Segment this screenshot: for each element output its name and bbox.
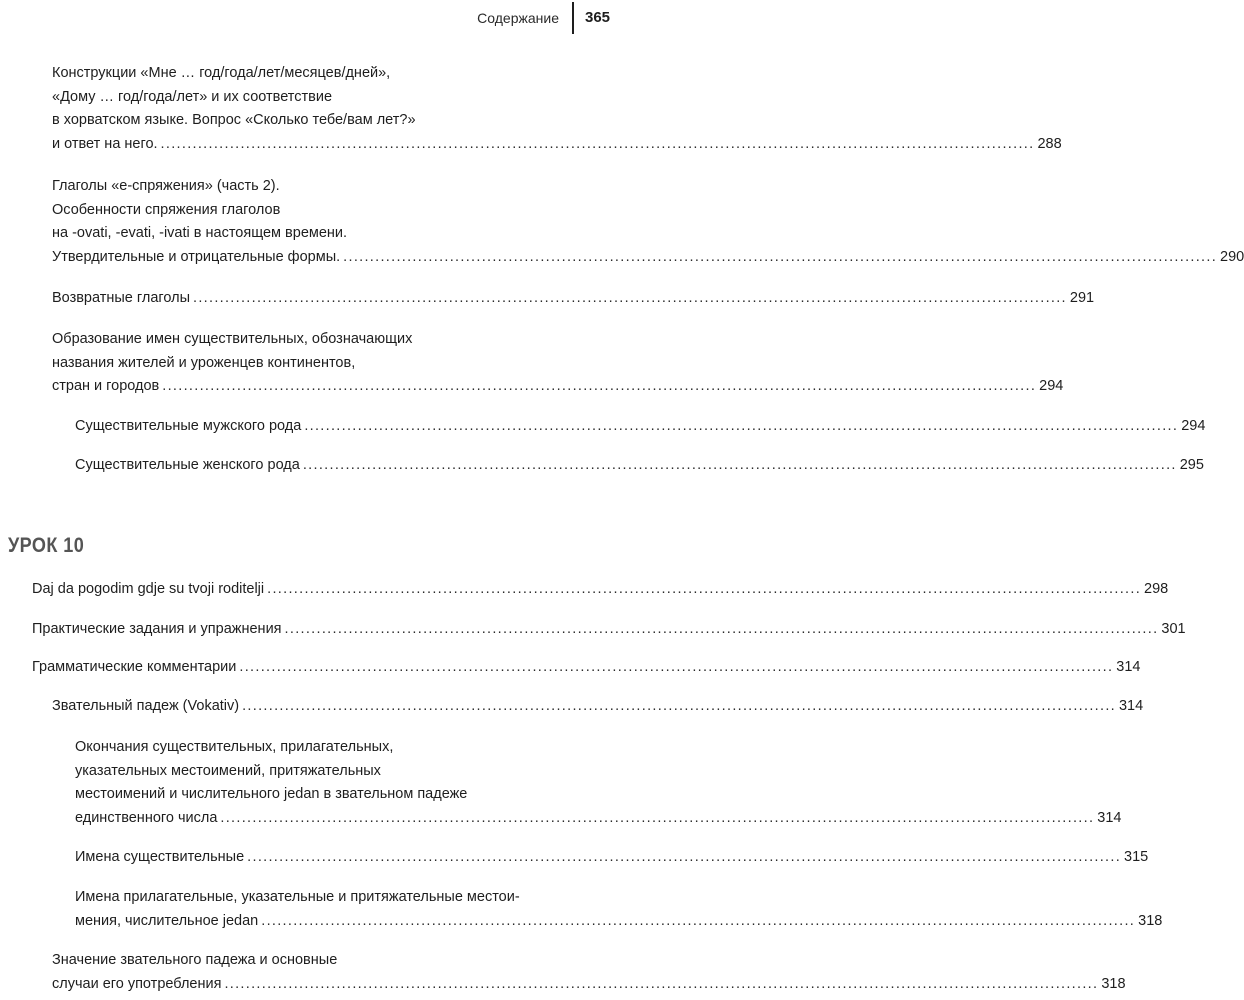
toc-entry-title: единственного числа (75, 809, 218, 826)
toc-entry-line: «Дому … год/года/лет» и их соответствие (52, 88, 333, 105)
toc-page-number: 301 (1161, 621, 1186, 637)
dot-leader: .................................................................................................................................................................... (239, 659, 1114, 675)
toc-entry[interactable] (75, 454, 1204, 478)
dot-leader: .................................................................................................................................................................... (304, 418, 1179, 434)
toc-entry-title: Возвратные глаголы (52, 290, 190, 306)
toc-entry-title: Практические задания и упражнения (32, 621, 282, 637)
toc-entry-line: местоимений и числительного jedan в звательном падеже (75, 786, 468, 802)
toc-entry-line: в хорватском языке. Вопрос «Сколько тебе/вам лет?» (52, 112, 416, 128)
toc-entry-line: Конструкции «Мне … год/года/лет/месяцев/дней», (52, 65, 391, 81)
lesson-heading: УРОК 10 (8, 534, 85, 557)
toc-entry-title: Звательный падеж (Vokativ) (52, 698, 240, 714)
toc-page-number: 314 (1097, 809, 1122, 826)
toc-entry-title: случаи его употребления (52, 975, 222, 992)
toc-entry[interactable] (75, 846, 1149, 870)
running-head-divider (572, 2, 574, 34)
toc-entry[interactable] (52, 287, 1095, 311)
toc-entry[interactable] (32, 656, 1141, 680)
toc-page-number: 298 (1144, 581, 1169, 597)
toc-entry[interactable] (75, 886, 1163, 933)
toc-entry-line: названия жителей и уроженцев континентов, (52, 354, 356, 371)
toc-page-number: 318 (1101, 975, 1126, 992)
toc-entry[interactable] (52, 328, 1064, 399)
toc-entry[interactable] (52, 62, 1062, 156)
dot-leader: .................................................................................................................................................................... (224, 975, 1099, 992)
toc-entry-title: стран и городов (52, 378, 160, 394)
dot-leader: .................................................................................................................................................................... (261, 912, 1136, 929)
toc-entry[interactable] (75, 415, 1206, 439)
toc-entry-title: Грамматические комментарии (32, 659, 237, 675)
dot-leader: .................................................................................................................................................................... (242, 698, 1116, 714)
dot-leader: .................................................................................................................................................................... (267, 581, 1142, 597)
toc-entry-title: Существительные мужского рода (75, 418, 302, 434)
toc-page-number: 294 (1039, 378, 1064, 394)
toc-entry-line: указательных местоимений, притяжательных (75, 762, 381, 779)
dot-leader: .................................................................................................................................................................... (343, 248, 1218, 265)
toc-entry-title: Daj da pogodim gdje su tvoji roditelji (32, 581, 265, 597)
toc-page-number: 294 (1181, 418, 1206, 434)
dot-leader: .................................................................................................................................................................... (302, 457, 1177, 473)
toc-page-number: 314 (1116, 659, 1141, 675)
dot-leader: .................................................................................................................................................................... (220, 809, 1095, 826)
toc-entry-line: Значение звательного падежа и основные (52, 952, 338, 968)
toc-entry-title: Существительные женского рода (75, 457, 300, 473)
toc-entry-title: мения, числительное jedan (75, 912, 259, 929)
toc-entry-line: Особенности спряжения глаголов (52, 201, 281, 218)
toc-entry[interactable] (52, 949, 1126, 996)
toc-page-number: 315 (1124, 849, 1149, 865)
toc-entry[interactable] (32, 578, 1169, 602)
toc-entry-line: Имена прилагательные, указательные и притяжательные местои- (75, 889, 520, 905)
dot-leader: .................................................................................................................................................................... (160, 135, 1035, 152)
toc-entry-title: и ответ на него. (52, 135, 158, 152)
toc-entry[interactable] (75, 736, 1122, 830)
running-head-title: Содержание (477, 10, 559, 26)
toc-page-number: 318 (1138, 912, 1163, 929)
toc-page-number: 290 (1220, 248, 1244, 265)
dot-leader: .................................................................................................................................................................... (162, 378, 1037, 394)
toc-entry-line: Глаголы «e-спряжения» (часть 2). (52, 178, 280, 194)
toc-entry[interactable] (52, 175, 1244, 269)
toc-entry-line: на -ovati, -evati, -ivati в настоящем времени. (52, 225, 348, 241)
dot-leader: .................................................................................................................................................................... (284, 621, 1159, 637)
dot-leader: .................................................................................................................................................................... (193, 290, 1067, 306)
toc-page-number: 314 (1118, 698, 1144, 714)
toc-entry[interactable] (32, 618, 1186, 642)
toc-page-number: 291 (1069, 290, 1095, 306)
running-head (0, 0, 623, 38)
toc-entry-line: Окончания существительных, прилагательных, (75, 739, 394, 755)
toc-entry-title: Имена существительные (75, 849, 245, 865)
toc-entry-title: Утвердительные и отрицательные формы. (52, 248, 341, 265)
toc-page-number: 288 (1037, 135, 1062, 152)
toc-entry[interactable] (52, 695, 1144, 719)
page-number: 365 (585, 9, 611, 26)
toc-page-number: 295 (1179, 457, 1204, 473)
dot-leader: .................................................................................................................................................................... (247, 849, 1122, 865)
toc-entry-line: Образование имен существительных, обозначающих (52, 331, 413, 347)
